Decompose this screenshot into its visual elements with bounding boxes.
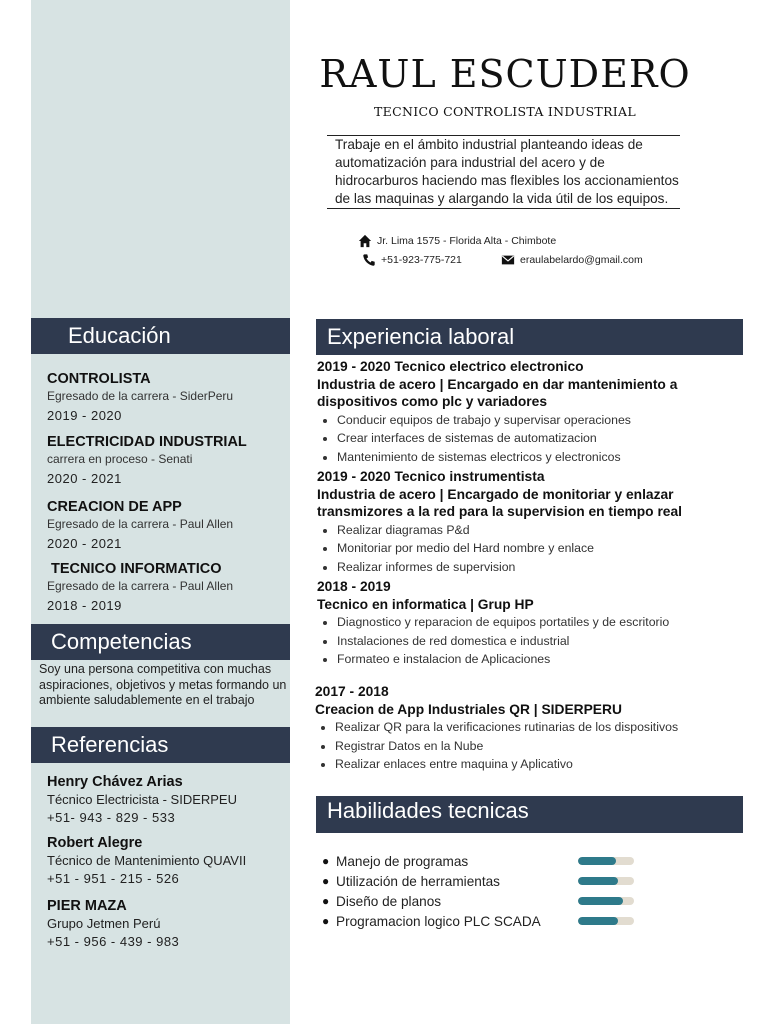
education-heading: Educación	[31, 318, 290, 354]
bullet-icon: ●	[322, 854, 330, 868]
skill-level-fill	[578, 917, 618, 925]
skill-level-bar	[578, 917, 634, 925]
reference-name: Henry Chávez Arias	[47, 774, 183, 790]
candidate-name: RAUL ESCUDERO	[319, 52, 691, 96]
education-years: 2019 - 2020	[47, 408, 122, 423]
reference-item	[47, 774, 283, 825]
job-task: • Conducir equipos de trabajo y supervisar operaciones	[337, 411, 737, 430]
job-entry	[315, 683, 735, 774]
skill-item	[322, 911, 652, 931]
skill-label: Utilización de herramientas	[336, 873, 500, 889]
education-title: ELECTRICIDAD INDUSTRIAL	[47, 434, 247, 450]
skill-level-fill	[578, 897, 623, 905]
skill-label: Manejo de programas	[336, 853, 469, 869]
competencies-text: Soy una persona competitiva con muchas aspiraciones, objetivos y metas formando un ambiente saludablemente en el trabajo	[39, 662, 287, 707]
job-task: • Formateo e instalacion de Aplicaciones	[337, 650, 737, 669]
reference-item	[47, 835, 283, 886]
competencies-heading: Competencias	[31, 624, 290, 660]
reference-role: Grupo Jetmen Perú	[47, 916, 161, 931]
skill-item	[322, 851, 652, 871]
education-item	[47, 371, 283, 423]
job-task: • Monitoriar por medio del Hard nombre y enlace	[337, 539, 737, 558]
skill-level-fill	[578, 877, 618, 885]
phone-icon	[362, 253, 376, 267]
job-task: • Mantenimiento de sistemas electricos y electronicos	[337, 448, 737, 467]
job-description: Creacion de App Industriales QR | SIDERPERU	[315, 701, 622, 717]
job-entry	[317, 468, 737, 576]
job-task: • Registrar Datos en la Nube	[335, 737, 735, 756]
job-tasks	[317, 521, 737, 577]
reference-role: Técnico Electricista - SIDERPEU	[47, 792, 237, 807]
education-years: 2018 - 2019	[47, 598, 122, 613]
job-period-title: 2019 - 2020 Tecnico instrumentista	[317, 469, 545, 484]
skill-label: Diseño de planos	[336, 893, 442, 909]
job-entry	[317, 578, 737, 669]
education-title: TECNICO INFORMATICO	[47, 561, 222, 577]
reference-name: PIER MAZA	[47, 898, 127, 914]
education-status: Egresado de la carrera - SiderPeru	[47, 389, 234, 403]
reference-phone: +51 - 951 - 215 - 526	[47, 871, 180, 886]
skill-item	[322, 871, 652, 891]
reference-phone: +51 - 956 - 439 - 983	[47, 934, 180, 949]
mail-icon	[501, 253, 515, 267]
education-title: CONTROLISTA	[47, 371, 151, 387]
experience-heading: Experiencia laboral	[316, 319, 743, 355]
skill-level-bar	[578, 897, 634, 905]
bullet-icon: ●	[322, 894, 330, 908]
email-text: eraulabelardo@gmail.com	[520, 254, 643, 266]
education-item	[47, 499, 283, 551]
job-task: • Realizar diagramas P&d	[337, 521, 737, 540]
skill-label: Programacion logico PLC SCADA	[336, 913, 541, 929]
job-description: Industria de acero | Encargado de monitoriar y enlazar transmizores a la red para la supervision en tiempo real	[317, 486, 682, 519]
job-task: • Realizar informes de supervision	[337, 558, 737, 577]
contact-email[interactable]	[501, 253, 643, 267]
skill-level-bar	[578, 877, 634, 885]
skill-level-bar	[578, 857, 634, 865]
education-status: Egresado de la carrera - Paul Allen	[47, 517, 234, 531]
job-title: TECNICO CONTROLISTA INDUSTRIAL	[374, 104, 636, 119]
job-task: • Instalaciones de red domestica e industrial	[337, 632, 737, 651]
contact-phone	[362, 253, 462, 267]
job-description: Tecnico en informatica | Grup HP	[317, 596, 534, 612]
education-title: CREACION DE APP	[47, 499, 182, 515]
job-tasks	[317, 613, 737, 669]
references-heading: Referencias	[31, 727, 290, 763]
job-tasks	[317, 411, 737, 467]
phone-text: +51-923-775-721	[381, 254, 462, 266]
reference-item	[47, 898, 283, 949]
job-period-title: 2018 - 2019	[317, 579, 391, 594]
job-task: • Crear interfaces de sistemas de automatizacion	[337, 429, 737, 448]
job-tasks	[315, 718, 735, 774]
contact-address	[358, 234, 556, 248]
education-years: 2020 - 2021	[47, 536, 122, 551]
job-period-title: 2019 - 2020 Tecnico electrico electronico	[317, 359, 584, 374]
job-task: • Realizar QR para la verificaciones rutinarias de los dispositivos	[335, 718, 735, 737]
skills-heading: Habilidades tecnicas	[316, 796, 743, 833]
address-text: Jr. Lima 1575 - Florida Alta - Chimbote	[377, 235, 557, 247]
education-item	[47, 561, 283, 613]
job-period-title: 2017 - 2018	[315, 684, 389, 699]
reference-name: Robert Alegre	[47, 835, 143, 851]
skills-list	[322, 851, 652, 931]
skill-level-fill	[578, 857, 616, 865]
job-description: Industria de acero | Encargado en dar mantenimiento a dispositivos como plc y variadores	[317, 376, 678, 409]
education-item	[47, 434, 283, 486]
reference-phone: +51- 943 - 829 - 533	[47, 810, 176, 825]
education-years: 2020 - 2021	[47, 471, 122, 486]
job-task: • Diagnostico y reparacion de equipos portatiles y de escritorio	[337, 613, 737, 632]
bullet-icon: ●	[322, 914, 330, 928]
skill-item	[322, 891, 652, 911]
bullet-icon: ●	[322, 874, 330, 888]
education-status: carrera en proceso - Senati	[47, 452, 193, 466]
home-icon	[358, 234, 372, 248]
education-status: Egresado de la carrera - Paul Allen	[47, 579, 234, 593]
reference-role: Técnico de Mantenimiento QUAVII	[47, 853, 247, 868]
job-entry	[317, 358, 737, 466]
job-task: • Realizar enlaces entre maquina y Aplicativo	[335, 755, 735, 774]
profile-summary: Trabaje en el ámbito industrial planteando ideas de automatización para industrial del acero y de hidrocarburos haciendo mas flexibles los accionamientos de las maquinas y alargando la vida útil de los equipos.	[327, 135, 680, 209]
